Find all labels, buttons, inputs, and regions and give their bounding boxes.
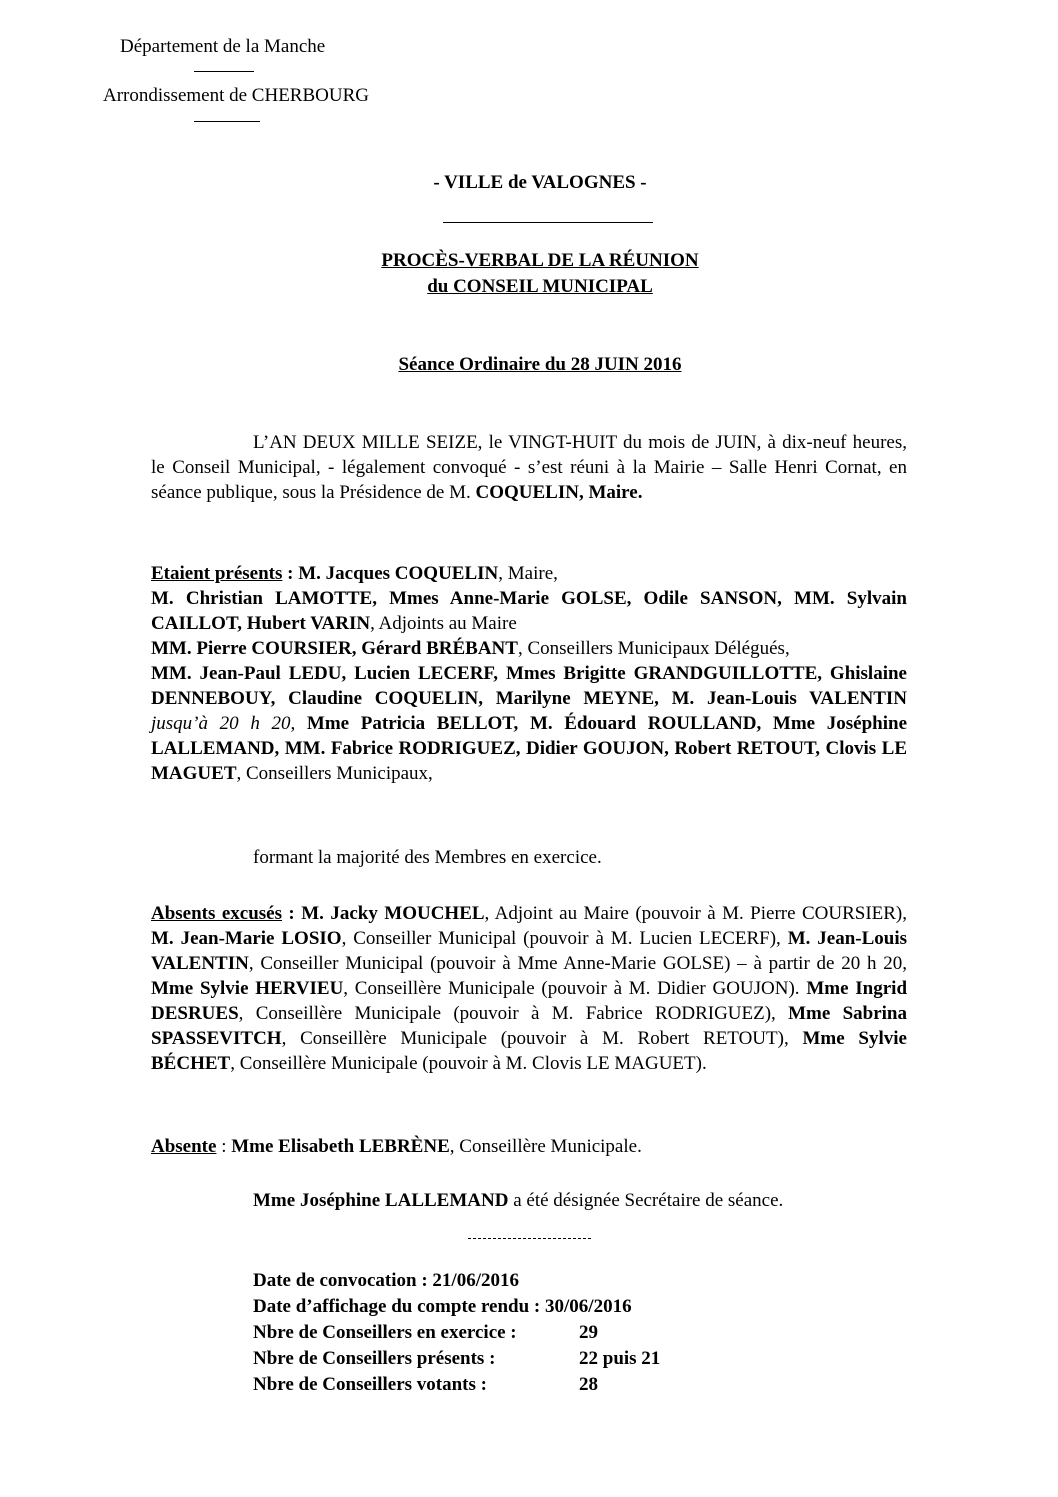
majority-statement: formant la majorité des Membres en exercice.	[253, 847, 602, 868]
info-councillors-total-value: 29	[579, 1322, 598, 1343]
report-title-line2: du CONSEIL MUNICIPAL	[427, 276, 653, 297]
member-names: Mme Sylvie HERVIEU	[151, 978, 344, 999]
arrondissement-heading: Arrondissement de CHERBOURG	[103, 85, 369, 106]
member-names: MM. Jean-Paul LEDU, Lucien LECERF, Mmes Brigitte GRANDGUILLOTTE, Ghislaine DENNEBOUY, Claudine COQUELIN, Marilyne MEYNE, M. Jean-Louis VALENTIN	[151, 663, 907, 709]
present-members	[151, 561, 907, 786]
proxy-text: , Conseiller Municipal (pouvoir à M. Lucien LECERF),	[341, 928, 788, 949]
label-separator: :	[216, 1136, 232, 1157]
info-councillors-voting-value: 28	[579, 1374, 598, 1395]
member-role: , Adjoints au Maire	[370, 613, 517, 634]
info-display-date: Date d’affichage du compte rendu : 30/06/2016	[253, 1296, 632, 1317]
label-separator: :	[282, 903, 302, 924]
member-names: MM. Pierre COURSIER, Gérard BRÉBANT	[151, 638, 518, 659]
info-councillors-voting-label: Nbre de Conseillers votants :	[253, 1374, 487, 1395]
intro-text: L’AN DEUX MILLE SEIZE, le VINGT-HUIT du mois de JUIN, à dix-neuf heures, le Conseil Municipal, - légalement convoqué - s’est réuni à la Mairie – Salle Henri Cornat, en séance publique, sous la Présidence de M.	[151, 432, 907, 503]
city-title: - VILLE de VALOGNES -	[433, 172, 647, 193]
title-divider	[443, 222, 653, 223]
member-role: , Maire,	[498, 563, 558, 584]
excused-label: Absents excusés	[151, 903, 282, 924]
secretary-statement	[253, 1190, 783, 1212]
member-names: M. Christian LAMOTTE, Mmes Anne-Marie GOLSE, Odile SANSON, MM. Sylvain CAILLOT, Hubert VARIN	[151, 588, 907, 634]
proxy-text: , Conseillère Municipale (pouvoir à M. Robert RETOUT),	[281, 1028, 803, 1049]
proxy-text: , Conseillère Municipale (pouvoir à M. Clovis LE MAGUET).	[230, 1053, 707, 1074]
label-separator: :	[282, 563, 299, 584]
header-divider	[194, 121, 260, 122]
absent-member	[151, 1136, 642, 1158]
secretary-text: a été désignée Secrétaire de séance.	[508, 1190, 784, 1211]
secretary-name: Mme Joséphine LALLEMAND	[253, 1190, 509, 1211]
member-names: Mme Elisabeth LEBRÈNE	[231, 1136, 450, 1157]
time-note: jusqu’à 20 h 20,	[151, 713, 296, 734]
present-label: Etaient présents	[151, 563, 283, 584]
intro-paragraph	[151, 430, 907, 505]
proxy-text: , Adjoint au Maire (pouvoir à M. Pierre COURSIER),	[484, 903, 908, 924]
president-name: COQUELIN, Maire.	[475, 482, 643, 503]
member-names: M. Jean-Marie LOSIO	[151, 928, 342, 949]
info-convocation-date: Date de convocation : 21/06/2016	[253, 1270, 519, 1291]
member-names: Mme Patricia BELLOT, M. Édouard ROULLAND, Mme Joséphine LALLEMAND, MM. Fabrice RODRIGUEZ, Didier GOUJON, Robert RETOUT, Clovis LE MAGUET	[151, 713, 908, 784]
proxy-text: , Conseillère Municipale (pouvoir à M. Didier GOUJON).	[343, 978, 807, 999]
member-role: , Conseillers Municipaux,	[236, 763, 433, 784]
proxy-text: , Conseillère Municipale (pouvoir à M. Fabrice RODRIGUEZ),	[238, 1003, 789, 1024]
info-councillors-present-value: 22 puis 21	[579, 1348, 661, 1369]
info-councillors-present-label: Nbre de Conseillers présents :	[253, 1348, 496, 1369]
report-title-line1: PROCÈS-VERBAL DE LA RÉUNION	[381, 250, 699, 271]
section-divider	[468, 1238, 591, 1239]
proxy-text: , Conseiller Municipal (pouvoir à Mme Anne-Marie GOLSE) – à partir de 20 h 20,	[248, 953, 907, 974]
member-role: , Conseillère Municipale.	[449, 1136, 642, 1157]
department-heading: Département de la Manche	[120, 36, 326, 57]
session-date: Séance Ordinaire du 28 JUIN 2016	[398, 354, 682, 375]
member-names: M. Jean-Louis VALENTIN	[151, 928, 907, 974]
member-names: Mme Sabrina SPASSEVITCH	[151, 1003, 908, 1049]
header-divider	[194, 71, 254, 72]
absent-label: Absente	[151, 1136, 217, 1157]
excused-members	[151, 901, 907, 1076]
member-role: , Conseillers Municipaux Délégués,	[517, 638, 790, 659]
member-names: M. Jacky MOUCHEL	[301, 903, 485, 924]
member-names: Mme Sylvie BÉCHET	[151, 1028, 907, 1074]
member-names: M. Jacques COQUELIN	[298, 563, 499, 584]
member-names: Mme Ingrid DESRUES	[151, 978, 908, 1024]
info-councillors-total-label: Nbre de Conseillers en exercice :	[253, 1322, 517, 1343]
